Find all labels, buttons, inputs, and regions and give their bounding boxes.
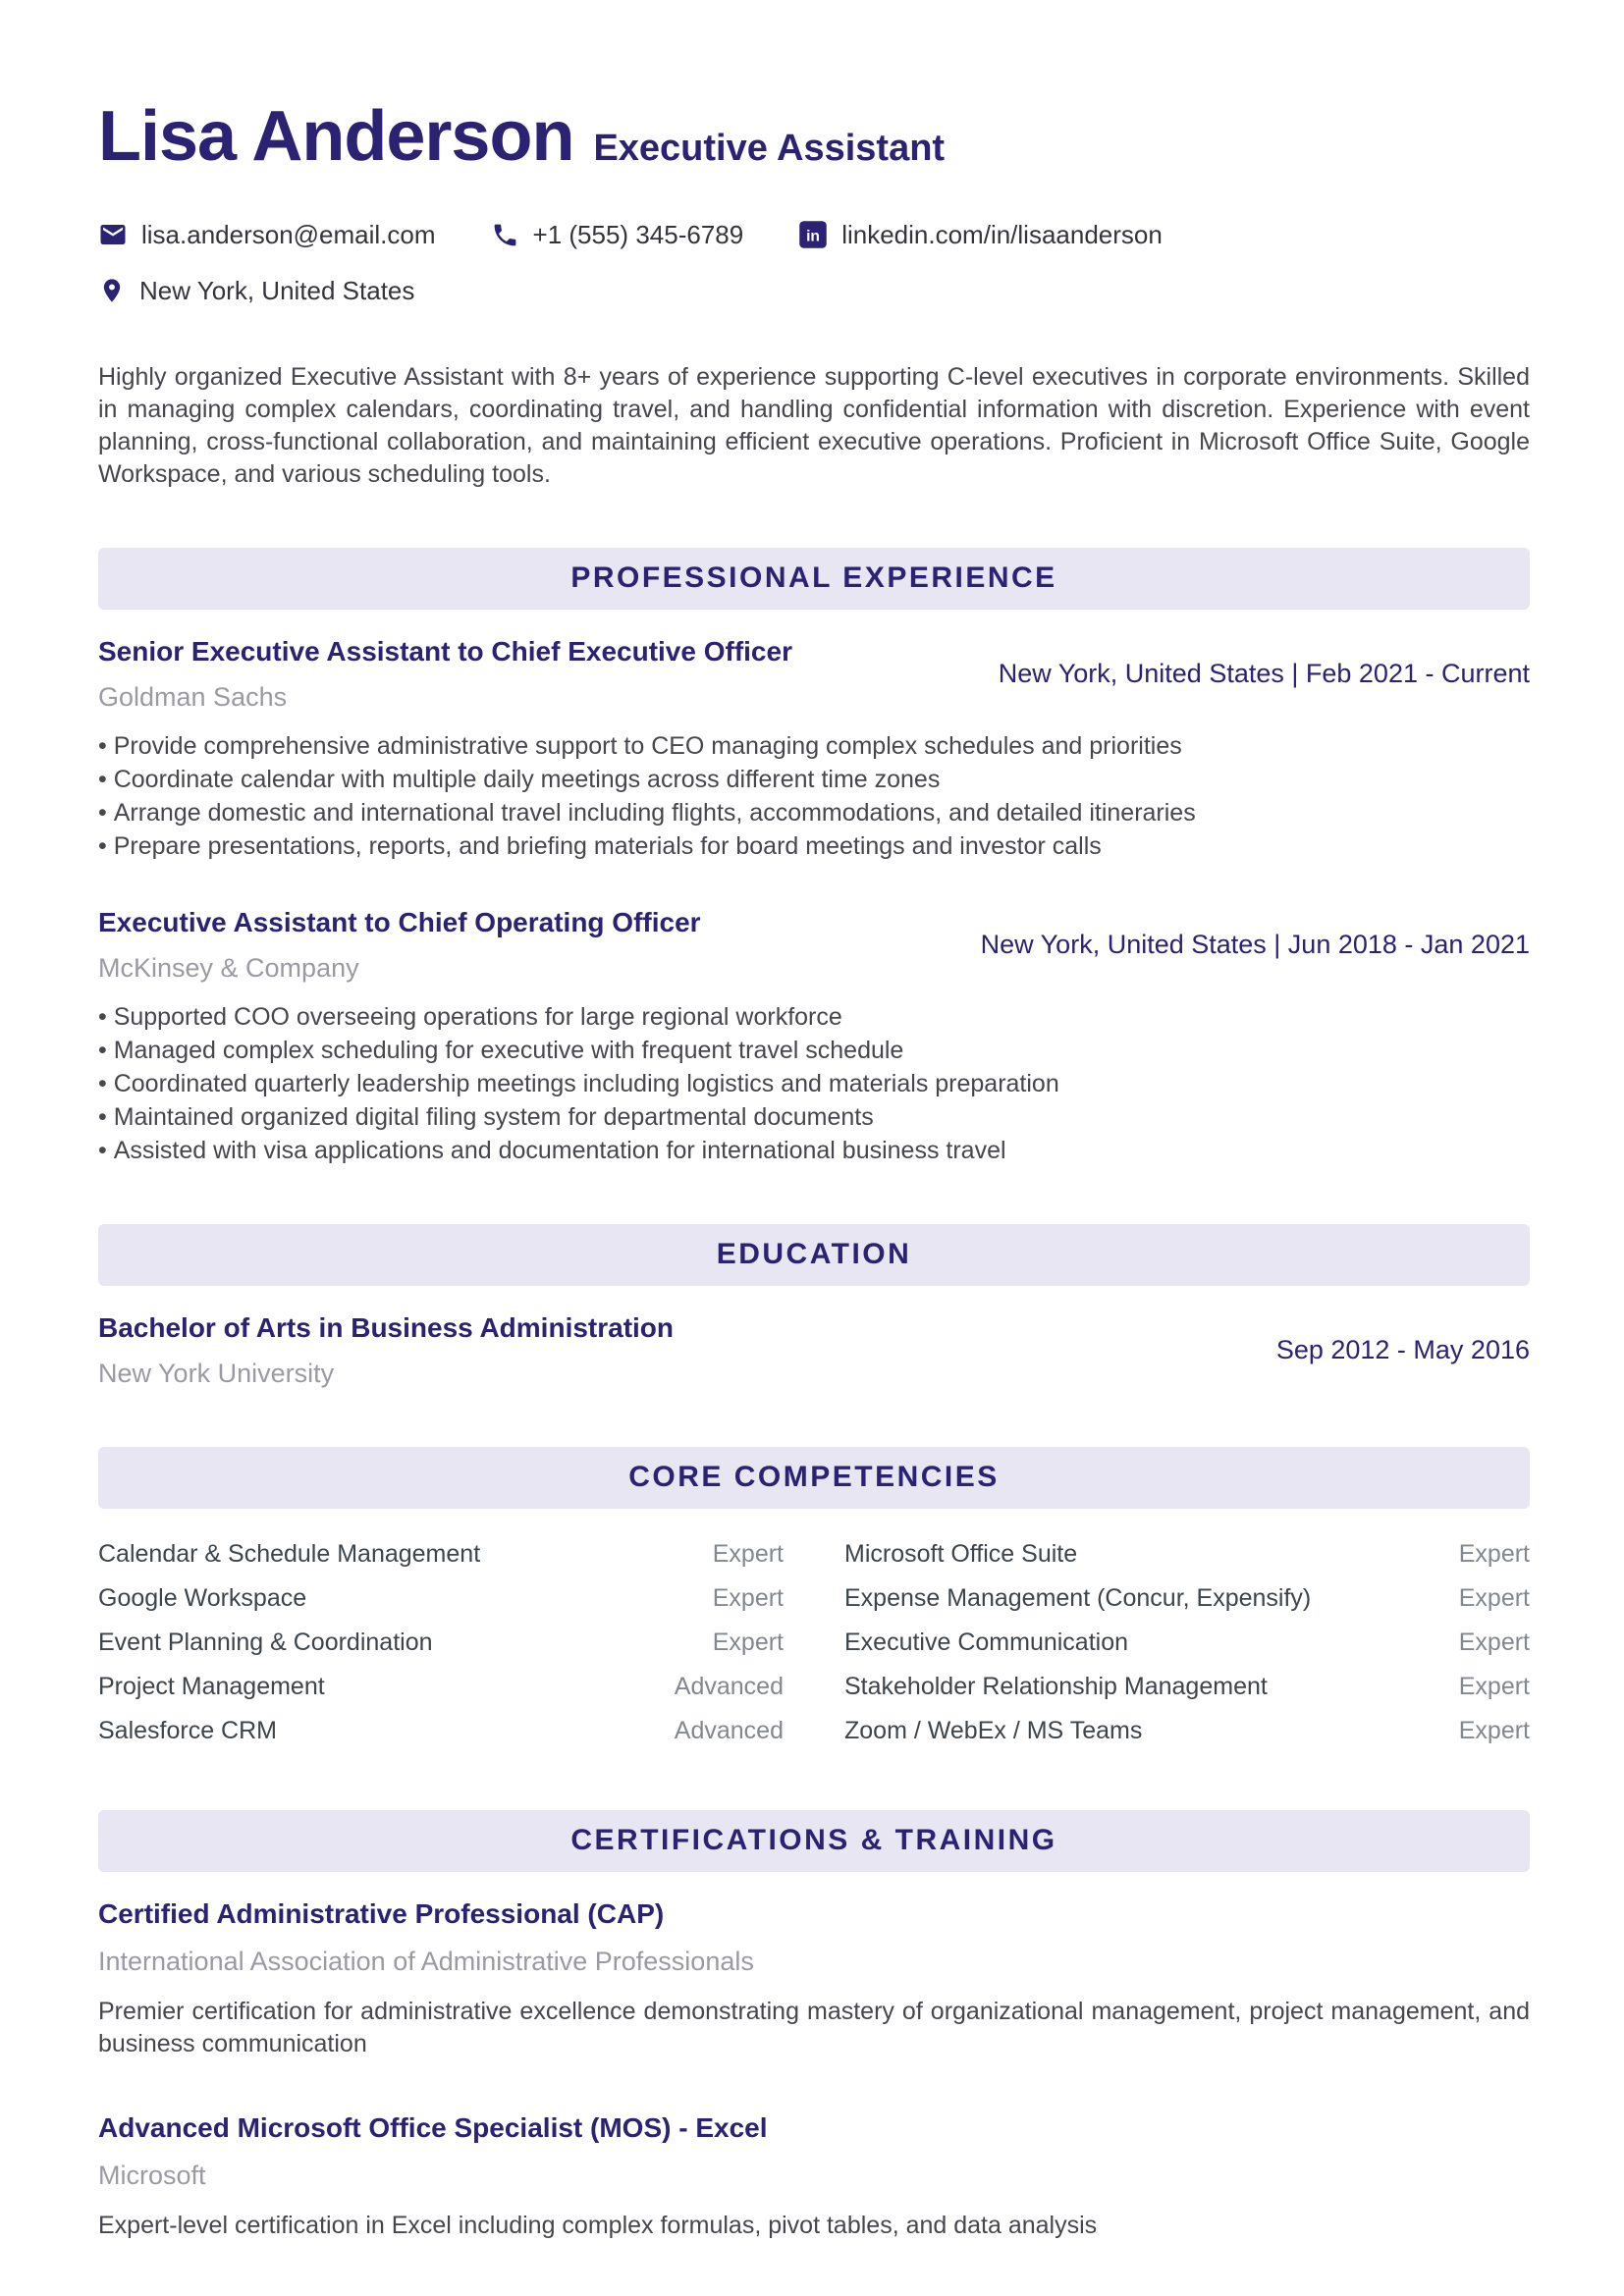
job-company: McKinsey & Company	[98, 952, 359, 983]
competencies-columns	[98, 1532, 1530, 1753]
bullet-item: • Coordinated quarterly leadership meetings including logistics and materials preparation	[98, 1067, 1530, 1100]
competency-row	[98, 1665, 784, 1709]
competency-level: Expert	[1458, 1672, 1530, 1700]
person-role: Executive Assistant	[593, 128, 946, 169]
certification-title: Certified Administrative Professional (CAP)	[98, 1897, 665, 1929]
section-heading-experience: PROFESSIONAL EXPERIENCE	[98, 548, 1530, 610]
competency-skill: Microsoft Office Suite	[844, 1539, 1078, 1568]
competency-skill: Calendar & Schedule Management	[98, 1539, 481, 1568]
certification-entry	[98, 1897, 1530, 2060]
contact-phone-text: +1 (555) 345-6789	[532, 219, 744, 249]
contact-row	[98, 220, 1530, 250]
certification-description: Expert-level certification in Excel including complex formulas, pivot tables, and data analysis	[98, 2211, 1098, 2239]
competency-skill: Stakeholder Relationship Management	[844, 1672, 1268, 1700]
competency-row	[844, 1709, 1530, 1753]
job-bullet-list	[98, 1000, 1530, 1167]
bullet-item: • Prepare presentations, reports, and briefing materials for board meetings and investor calls	[98, 829, 1530, 863]
certification-description: Premier certification for administrative excellence demonstrating mastery of organizational management, project management, and business communication	[98, 1997, 1530, 2057]
job-entry-head	[98, 635, 1530, 714]
job-company: Goldman Sachs	[98, 681, 288, 712]
competency-row	[98, 1621, 784, 1665]
certification-org: Microsoft	[98, 2160, 206, 2190]
competencies-column-left	[98, 1532, 784, 1753]
section-heading-competencies: CORE COMPETENCIES	[98, 1447, 1530, 1509]
competency-level: Expert	[712, 1539, 784, 1568]
competency-row	[844, 1665, 1530, 1709]
competency-row	[844, 1576, 1530, 1621]
competency-skill: Executive Communication	[844, 1628, 1129, 1656]
competencies-column-right	[844, 1532, 1530, 1753]
phone-icon	[491, 221, 519, 249]
competency-row	[98, 1532, 784, 1576]
section-heading-education: EDUCATION	[98, 1224, 1530, 1286]
job-location-dates: New York, United States | Jun 2018 - Jan 2021	[980, 930, 1530, 960]
contact-location	[98, 276, 414, 306]
email-icon	[98, 220, 128, 249]
competency-level: Expert	[1458, 1716, 1530, 1744]
bullet-item: • Supported COO overseeing operations for large regional workforce	[98, 1000, 1530, 1034]
bullet-item: • Provide comprehensive administrative support to CEO managing complex schedules and priorities	[98, 729, 1530, 763]
job-entry	[98, 906, 1530, 1167]
competency-level: Expert	[1458, 1628, 1530, 1656]
section-certifications	[98, 1810, 1530, 2242]
contact-email[interactable]	[98, 220, 436, 250]
contact-location-text: New York, United States	[139, 275, 415, 305]
competency-level: Expert	[712, 1628, 784, 1656]
resume-header	[98, 97, 1530, 306]
section-education	[98, 1224, 1530, 1390]
certification-entry	[98, 2111, 1530, 2242]
competency-row	[98, 1709, 784, 1753]
linkedin-badge-text: in	[806, 228, 821, 245]
bullet-item: • Maintained organized digital filing system for departmental documents	[98, 1100, 1530, 1134]
contact-row-location	[98, 276, 1530, 306]
person-name: Lisa Anderson	[98, 97, 574, 176]
competency-skill: Google Workspace	[98, 1583, 307, 1612]
competency-level: Advanced	[674, 1672, 784, 1700]
job-entry-left	[98, 906, 701, 985]
certification-title: Advanced Microsoft Office Specialist (MOS) - Excel	[98, 2111, 768, 2143]
competency-skill: Salesforce CRM	[98, 1716, 277, 1744]
contact-email-text: lisa.anderson@email.com	[141, 219, 436, 249]
competency-skill: Project Management	[98, 1672, 325, 1700]
job-title: Executive Assistant to Chief Operating Officer	[98, 906, 701, 937]
linkedin-icon	[798, 220, 828, 249]
competency-skill: Zoom / WebEx / MS Teams	[844, 1716, 1143, 1744]
section-competencies	[98, 1447, 1530, 1753]
education-dates: Sep 2012 - May 2016	[1275, 1335, 1530, 1365]
competency-level: Expert	[712, 1583, 784, 1612]
job-title: Senior Executive Assistant to Chief Executive Officer	[98, 635, 792, 667]
bullet-item: • Managed complex scheduling for executive with frequent travel schedule	[98, 1034, 1530, 1067]
job-entry	[98, 635, 1530, 863]
contact-linkedin[interactable]	[798, 220, 1163, 250]
competency-level: Expert	[1458, 1583, 1530, 1612]
section-heading-certifications: CERTIFICATIONS & TRAINING	[98, 1810, 1530, 1872]
competency-skill: Expense Management (Concur, Expensify)	[844, 1583, 1312, 1612]
job-location-dates: New York, United States | Feb 2021 - Current	[998, 659, 1530, 689]
bullet-item: • Assisted with visa applications and documentation for international business travel	[98, 1134, 1530, 1167]
education-entry	[98, 1311, 1530, 1390]
bullet-item: • Coordinate calendar with multiple daily meetings across different time zones	[98, 763, 1530, 796]
education-entry-left	[98, 1311, 674, 1390]
education-school: New York University	[98, 1358, 335, 1388]
competency-row	[844, 1621, 1530, 1665]
education-entry-head	[98, 1311, 1530, 1390]
certification-org: International Association of Administrative Professionals	[98, 1946, 754, 1976]
contact-linkedin-text: linkedin.com/in/lisaanderson	[841, 219, 1163, 249]
competency-skill: Event Planning & Coordination	[98, 1628, 433, 1656]
contact-phone[interactable]	[491, 220, 744, 250]
job-entry-left	[98, 635, 792, 714]
competency-row	[844, 1532, 1530, 1576]
name-row	[98, 97, 1530, 176]
competency-level: Expert	[1458, 1539, 1530, 1568]
summary-paragraph: Highly organized Executive Assistant with 8+ years of experience supporting C-level executives in corporate environments. Skilled in managing complex calendars, coordinating travel, and handling confidential information with discretion. Experience with event planning, cross-functional collaboration, and maintaining efficient executive operations. Proficient in Microsoft Office Suite, Google Workspace, and various scheduling tools.	[98, 362, 1530, 488]
competency-row	[98, 1576, 784, 1621]
job-entry-head	[98, 906, 1530, 985]
section-experience	[98, 548, 1530, 1167]
education-degree: Bachelor of Arts in Business Administration	[98, 1311, 675, 1343]
bullet-item: • Arrange domestic and international travel including flights, accommodations, and detailed itineraries	[98, 796, 1530, 829]
job-bullet-list	[98, 729, 1530, 863]
location-pin-icon	[98, 277, 126, 304]
competency-level: Advanced	[674, 1716, 784, 1744]
